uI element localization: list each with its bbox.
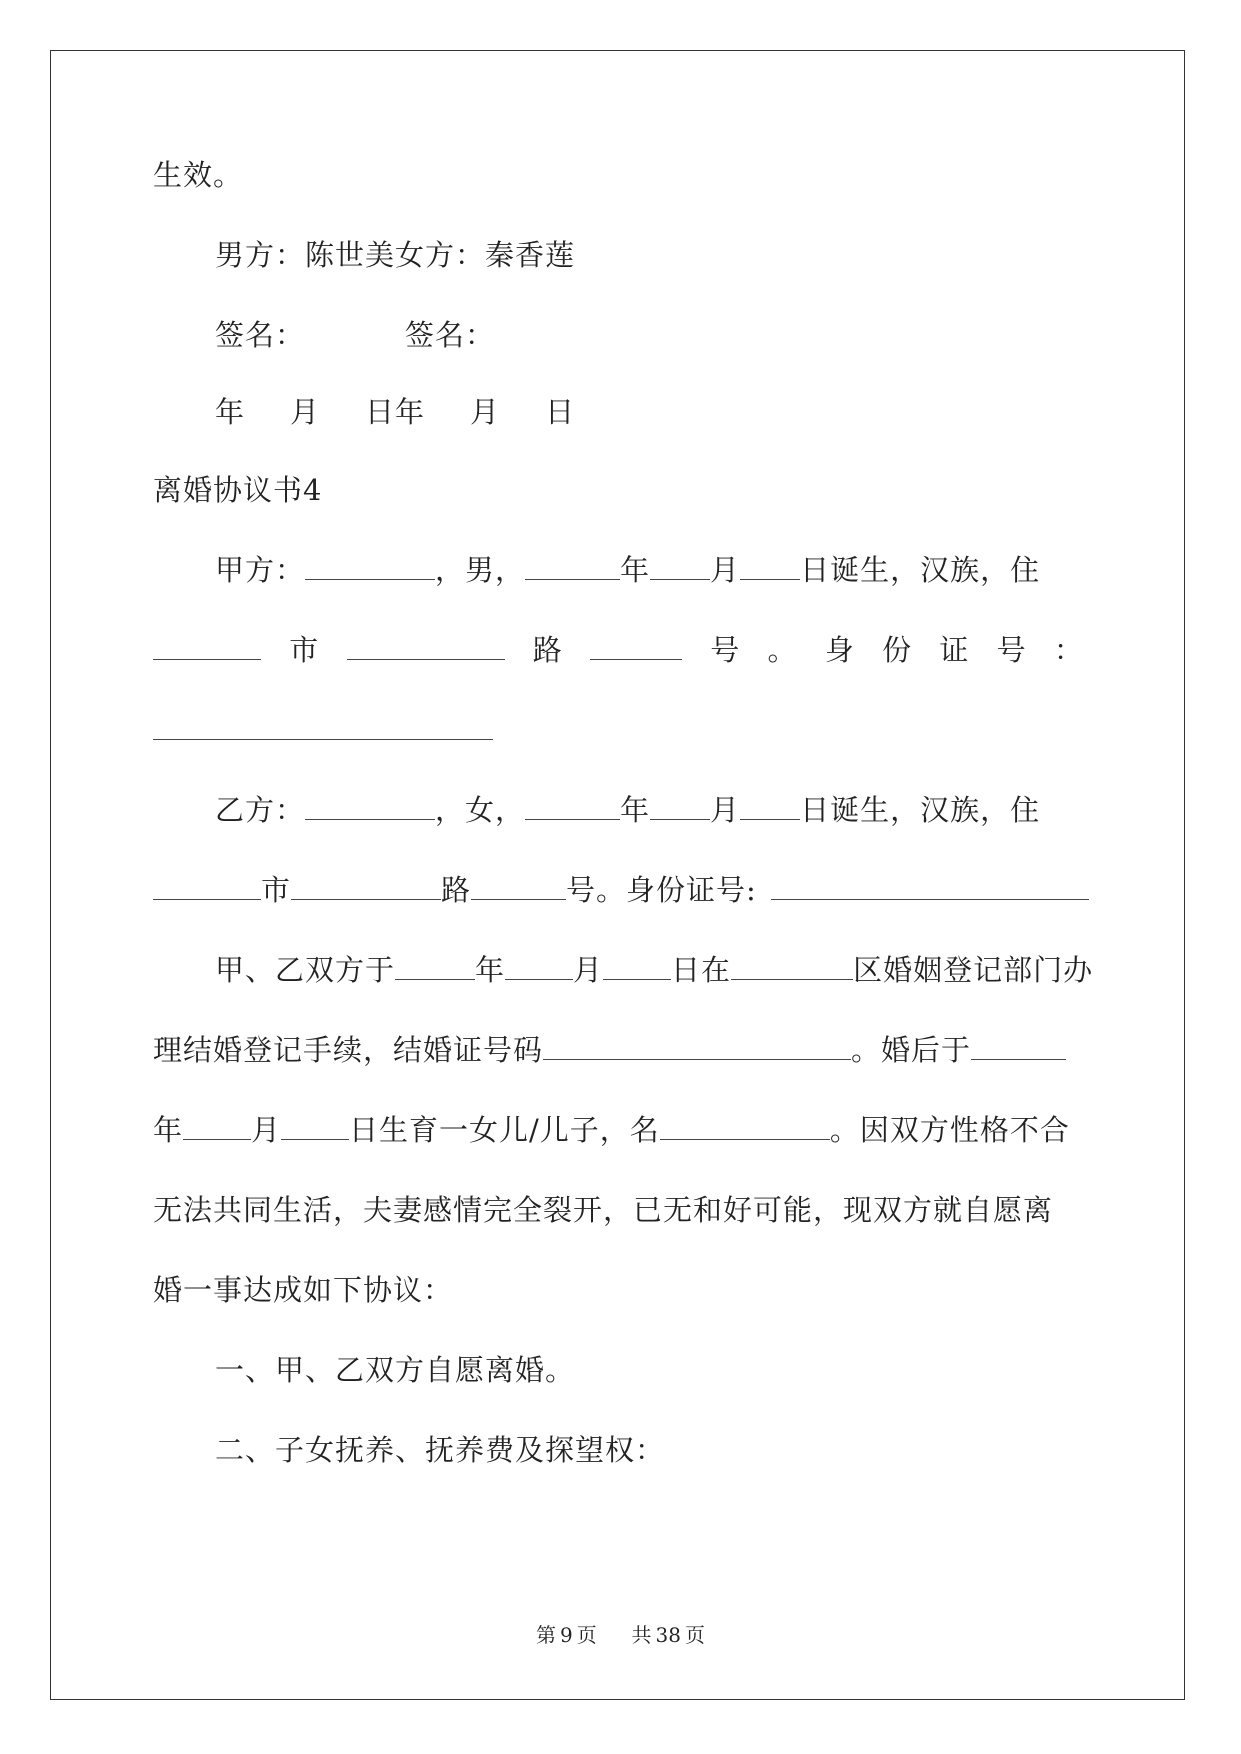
text: 年	[475, 953, 506, 987]
text: 日	[545, 395, 576, 429]
blank-field	[505, 951, 573, 980]
text: 甲方：	[215, 553, 306, 587]
text: 二、子女抚养、抚养费及探望权：	[215, 1433, 666, 1467]
blank-field	[395, 951, 475, 980]
text: 无法共同生活，夫妻感情完全裂开，已无和好可能，现双方就自愿离	[153, 1193, 1054, 1227]
blank-field	[771, 871, 1089, 900]
text: 区婚姻登记部门办	[853, 953, 1094, 987]
text: 年	[153, 1113, 184, 1147]
text: 男方：陈世美女方：秦香莲	[215, 238, 576, 272]
text: 市	[289, 633, 319, 667]
blank-field	[305, 551, 435, 580]
party-b-line-2	[153, 870, 1089, 910]
date-line	[215, 392, 575, 432]
text: 。	[767, 633, 797, 667]
text: 。婚后于	[851, 1033, 972, 1067]
text: 号	[710, 633, 740, 667]
text: 年	[620, 553, 651, 587]
text: 婚一事达成如下协议：	[153, 1273, 454, 1307]
text: 年	[620, 793, 651, 827]
text: 份	[882, 633, 912, 667]
total-pages: 38	[655, 1623, 681, 1647]
text: 日诞生，汉族，住	[800, 793, 1041, 827]
blank-field	[291, 871, 441, 900]
text: 日生育一女儿/儿子，名	[349, 1113, 660, 1147]
text: 月	[710, 793, 741, 827]
party-a-line-2	[153, 630, 1083, 670]
blank-field	[971, 1031, 1066, 1060]
text: 一、甲、乙双方自愿离婚。	[215, 1353, 576, 1387]
text: 路	[441, 873, 472, 907]
blank-field	[543, 1031, 851, 1060]
blank-field	[660, 1111, 830, 1140]
text: ：	[1053, 633, 1083, 667]
party-a-line-3	[153, 710, 493, 750]
paragraph-line	[215, 950, 1093, 990]
footer-text: 页	[684, 1623, 705, 1647]
text: 。因双方性格不合	[829, 1113, 1070, 1147]
blank-field	[305, 791, 435, 820]
text: 日在	[671, 953, 732, 987]
text: 日诞生，汉族，住	[800, 553, 1041, 587]
text: ，女，	[435, 793, 526, 827]
party-a-line-1	[215, 550, 1040, 590]
party-b-line-1	[215, 790, 1040, 830]
clause-1	[215, 1350, 575, 1390]
blank-field	[603, 951, 671, 980]
text: 号	[996, 633, 1026, 667]
text: 号。身份证号:	[566, 873, 757, 907]
signature-label-female: 签名：	[405, 318, 496, 352]
footer-text: 第	[536, 1623, 557, 1647]
clause-2	[215, 1430, 665, 1470]
blank-field	[153, 711, 493, 740]
text: 乙方：	[215, 793, 306, 827]
blank-field	[347, 631, 505, 660]
signature-line	[215, 315, 495, 355]
footer-text: 页	[576, 1623, 597, 1647]
text: 月	[251, 1113, 282, 1147]
text: 年	[215, 395, 246, 429]
text: 月	[573, 953, 604, 987]
blank-field	[153, 871, 261, 900]
blank-field	[650, 791, 710, 820]
blank-field	[471, 871, 566, 900]
page-number: 9	[560, 1623, 573, 1647]
text: 日年	[365, 395, 426, 429]
text-line	[153, 155, 243, 195]
blank-field	[740, 791, 800, 820]
signature-label-male: 签名：	[215, 318, 306, 352]
text: ，男，	[435, 553, 526, 587]
text: 离婚协议书4	[153, 473, 323, 507]
blank-field	[731, 951, 853, 980]
section-title	[153, 470, 322, 510]
paragraph-line	[153, 1110, 1070, 1150]
text: 甲、乙双方于	[215, 953, 396, 987]
paragraph-line	[153, 1270, 453, 1310]
text: 月	[290, 395, 321, 429]
text: 市	[261, 873, 292, 907]
text: 生效。	[153, 158, 244, 192]
text: 月	[710, 553, 741, 587]
paragraph-line	[153, 1190, 1053, 1230]
blank-field	[590, 631, 682, 660]
blank-field	[153, 631, 261, 660]
text: 理结婚登记手续，结婚证号码	[153, 1033, 544, 1067]
blank-field	[740, 551, 800, 580]
footer-text: 共	[631, 1623, 652, 1647]
blank-field	[525, 551, 620, 580]
paragraph-line	[153, 1030, 1066, 1070]
text: 月	[470, 395, 501, 429]
text: 证	[939, 633, 969, 667]
blank-field	[650, 551, 710, 580]
parties-line	[215, 235, 575, 275]
blank-field	[525, 791, 620, 820]
blank-field	[281, 1111, 349, 1140]
blank-field	[183, 1111, 251, 1140]
text: 身	[824, 633, 854, 667]
text: 路	[532, 633, 562, 667]
page-footer	[0, 1620, 1241, 1650]
